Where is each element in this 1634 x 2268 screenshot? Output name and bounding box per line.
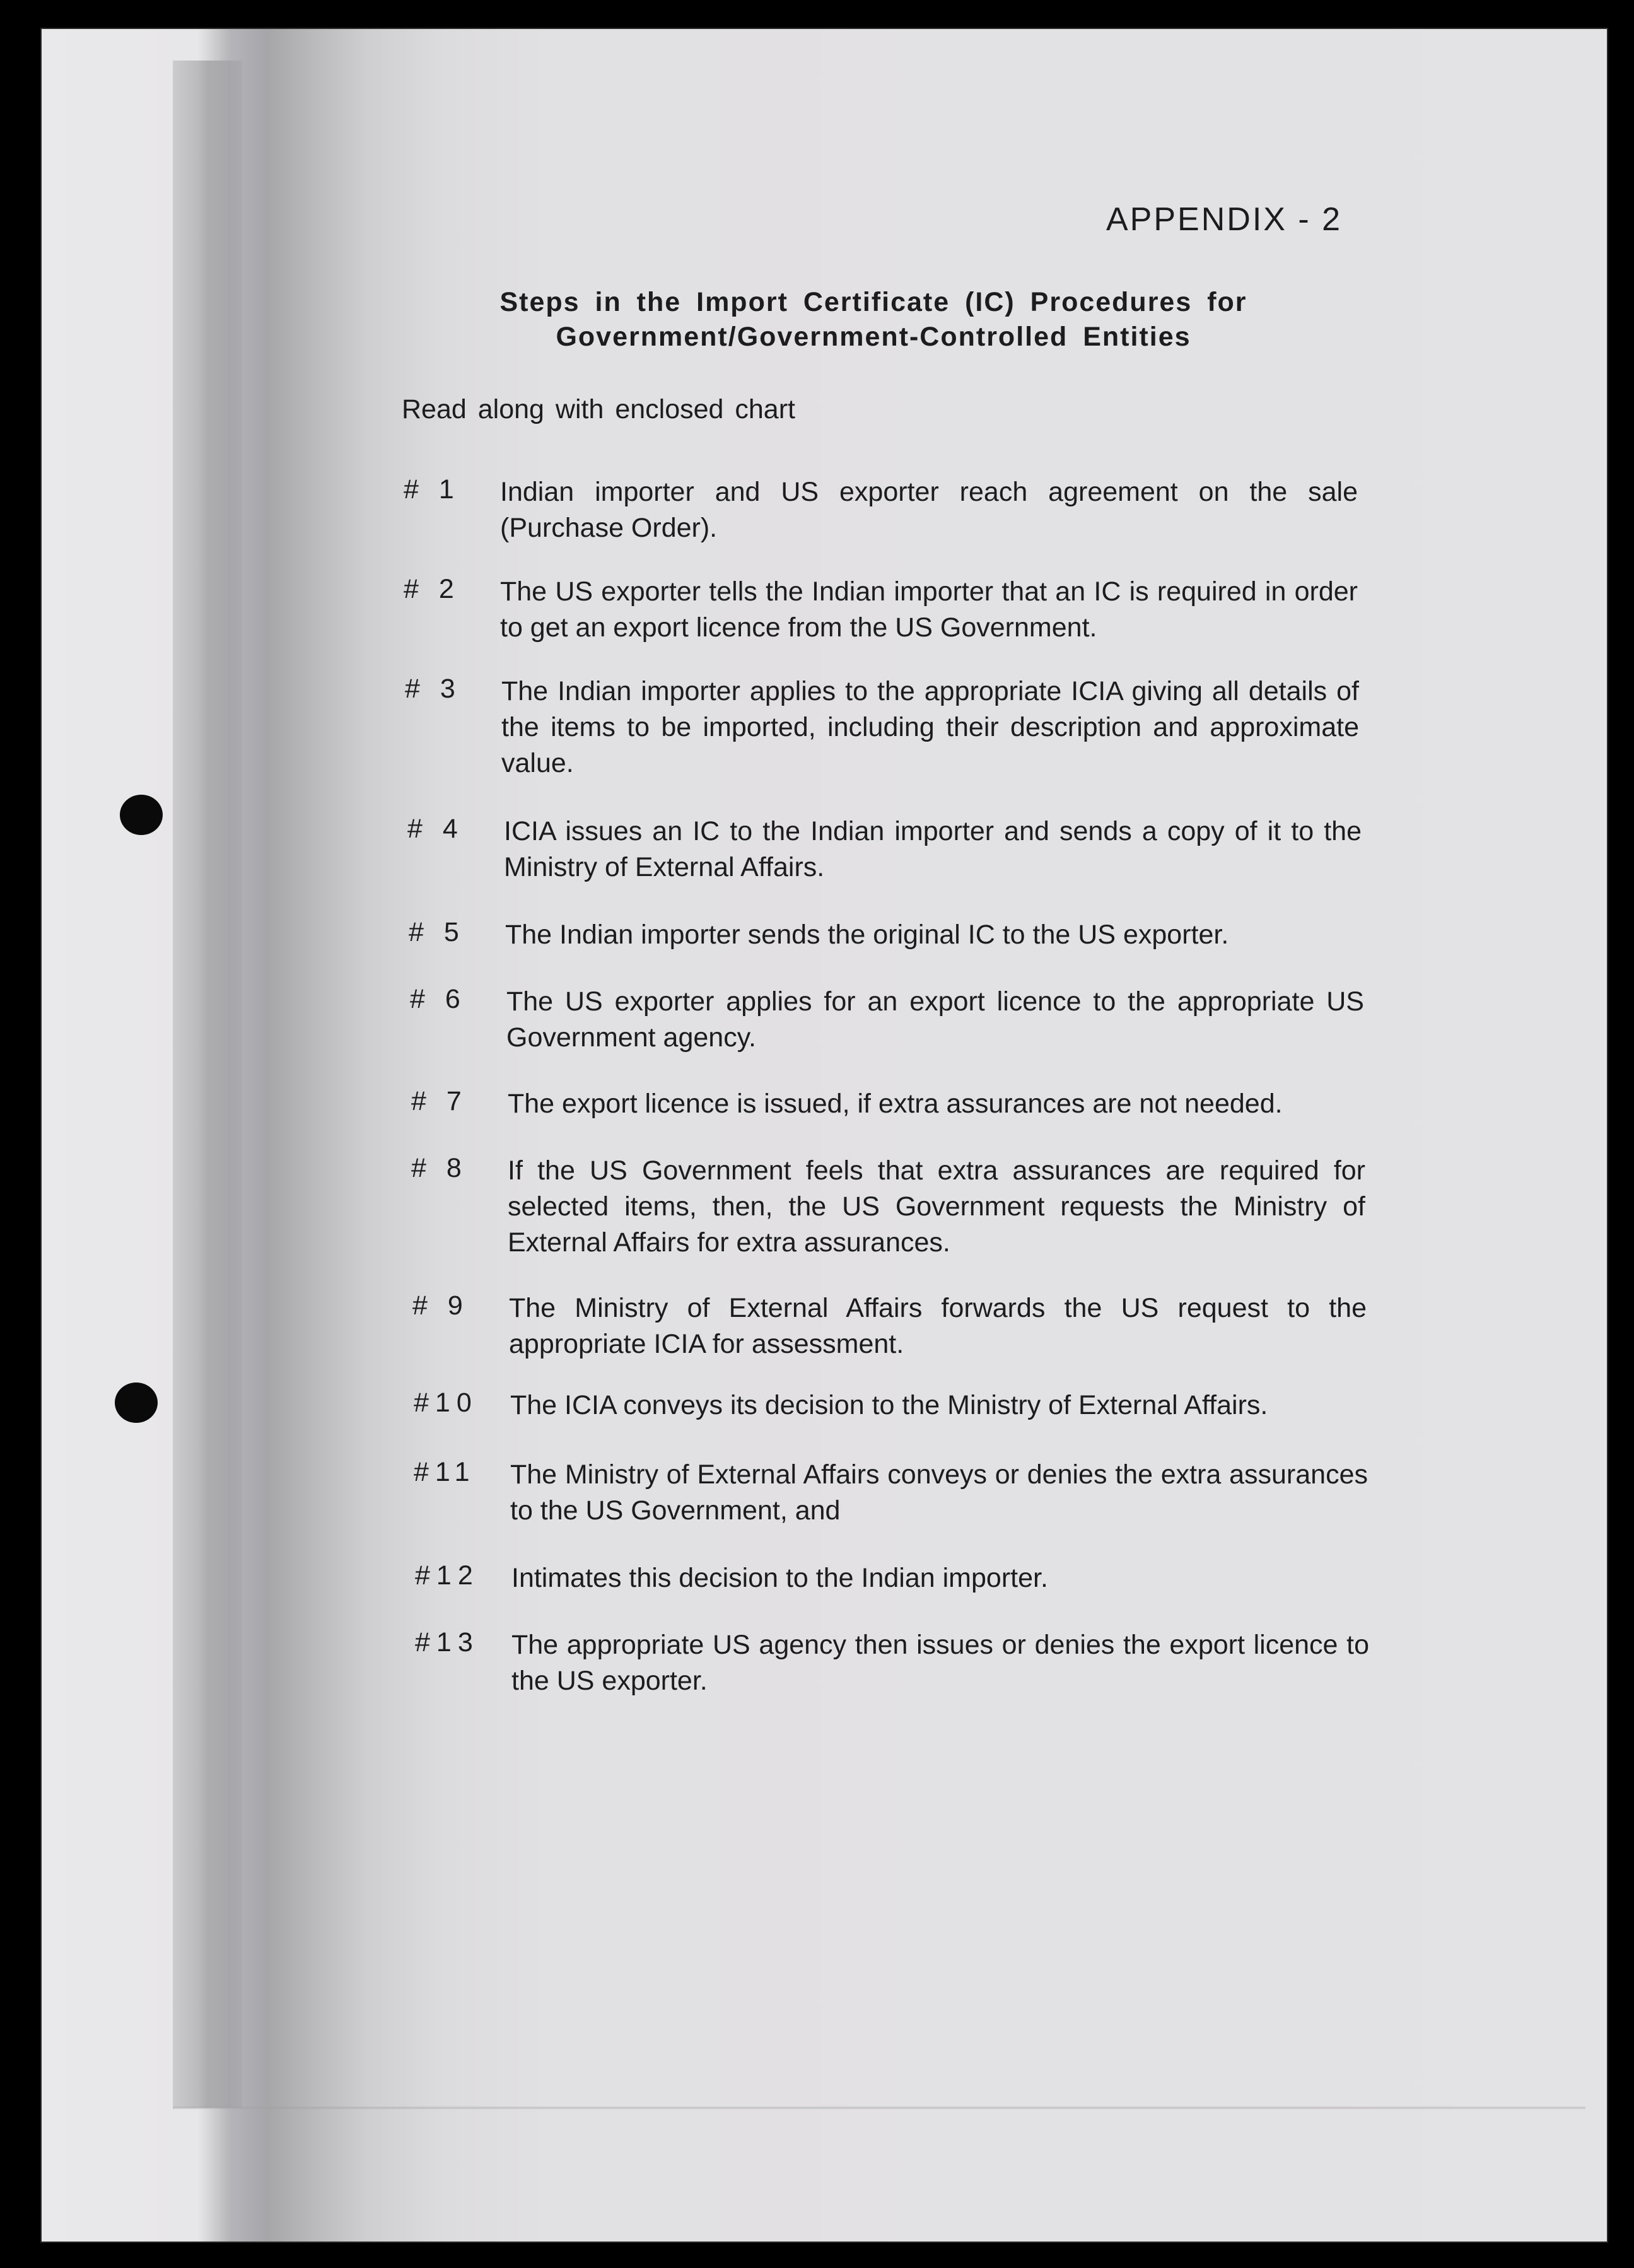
step-text: The export licence is issued, if extra assurances are not needed. (508, 1089, 1283, 1119)
step-number: #13 (415, 1627, 479, 1657)
step-text: The Ministry of External Affairs forwards the US request to the appropriate ICIA for assessment. (509, 1293, 1367, 1359)
step-number: # 7 (411, 1086, 468, 1116)
step-number: # 6 (410, 984, 467, 1014)
step-text: The US exporter applies for an export licence to the appropriate US Government agency. (506, 986, 1364, 1053)
appendix-heading: APPENDIX - 2 (1106, 201, 1343, 238)
step-text: Intimates this decision to the Indian importer. (511, 1563, 1048, 1593)
step-text: Indian importer and US exporter reach agreement on the sale (Purchase Order). (500, 477, 1358, 543)
step-number: # 5 (409, 917, 465, 947)
title-line-2: Government/Government-Controlled Entities (556, 322, 1191, 352)
step-text: The Indian importer applies to the appropriate ICIA giving all details of the items to be imported, including their description and approximate value. (501, 676, 1359, 778)
step-number: #12 (415, 1560, 479, 1591)
step-number: # 8 (411, 1153, 468, 1183)
step-number: # 1 (404, 474, 460, 505)
step-number: # 9 (412, 1290, 469, 1321)
title-line-1: Steps in the Import Certificate (IC) Procedures for (499, 287, 1247, 317)
intro-note: Read along with enclosed chart (402, 394, 795, 424)
step-text: The US exporter tells the Indian importer that an IC is required in order to get an export licence from the US Government. (500, 576, 1358, 643)
step-number: #11 (414, 1457, 476, 1487)
step-text: The ICIA conveys its decision to the Ministry of External Affairs. (510, 1390, 1268, 1420)
step-number: # 4 (407, 814, 464, 844)
step-text: The Ministry of External Affairs conveys or denies the extra assurances to the US Government, and (510, 1459, 1368, 1526)
step-number: # 3 (405, 674, 462, 704)
step-text: The appropriate US agency then issues or denies the export licence to the US exporter. (511, 1630, 1369, 1696)
step-number: # 2 (404, 574, 460, 604)
step-number: #10 (414, 1388, 478, 1418)
step-text: If the US Government feels that extra assurances are required for selected items, then, the US Government requests the Ministry of External Affairs for extra assurances. (508, 1155, 1365, 1258)
step-text: ICIA issues an IC to the Indian importer and sends a copy of it to the Ministry of External Affairs. (504, 816, 1362, 882)
step-text: The Indian importer sends the original IC to the US exporter. (505, 920, 1229, 950)
document-title (429, 285, 1318, 354)
